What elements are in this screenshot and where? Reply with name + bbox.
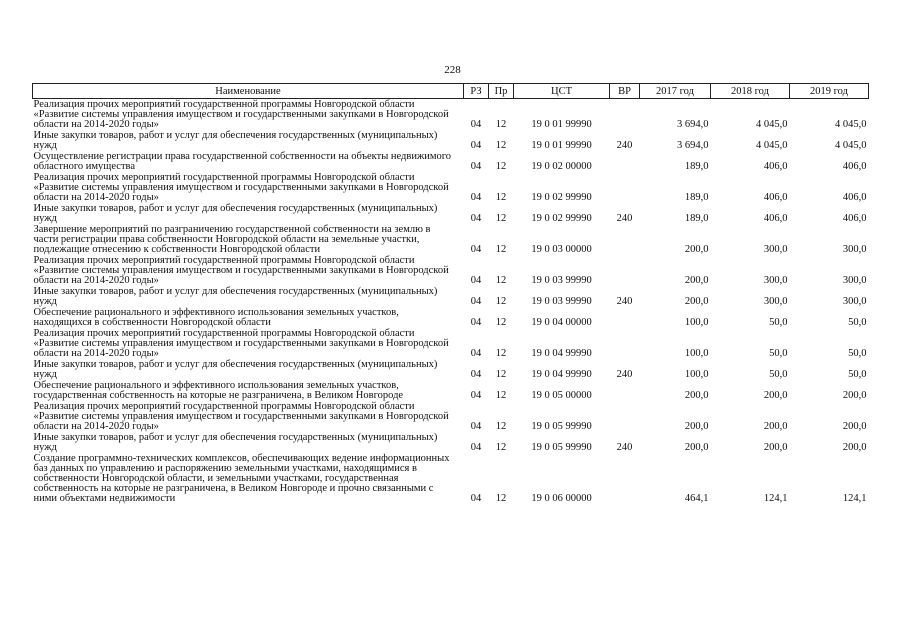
header-row (33, 84, 869, 99)
page-number: 228 (444, 64, 461, 76)
cell-2018: 50,0 (769, 369, 788, 380)
cell-2019: 4 045,0 (835, 119, 867, 130)
cell-cst: 19 0 05 99990 (531, 442, 592, 453)
cell-2019: 300,0 (842, 296, 867, 307)
cell-cst: 19 0 01 99990 (531, 140, 592, 151)
cell-name: Реализация прочих мероприятий государственной программы Новгородской области «Развитие системы управления имуществом и государственными закупками в Новгородской области на 2014-2020 годы» (33, 255, 449, 286)
cell-vr: 240 (616, 213, 633, 224)
cell-2019: 200,0 (842, 442, 867, 453)
cell-vr (610, 225, 640, 256)
table-row (33, 329, 869, 360)
cell-2017: 200,0 (684, 296, 709, 307)
cell-pr: 12 (495, 493, 507, 504)
table-body (33, 99, 869, 506)
cell-pr: 12 (495, 140, 507, 151)
cell-2017: 100,0 (684, 317, 709, 328)
cell-name: Реализация прочих мероприятий государственной программы Новгородской области «Развитие системы управления имуществом и государственными закупками в Новгородской области на 2014-2020 годы» (33, 99, 449, 130)
cell-pr: 12 (495, 348, 507, 359)
cell-name: Иные закупки товаров, работ и услуг для обеспечения государственных (муниципальных) нужд (33, 203, 438, 224)
cell-rz: 04 (470, 140, 482, 151)
table-row (33, 433, 869, 454)
cell-2018: 406,0 (763, 161, 788, 172)
cell-2018: 406,0 (763, 192, 788, 203)
cell-pr: 12 (495, 275, 507, 286)
cell-rz: 04 (470, 369, 482, 380)
cell-name: Иные закупки товаров, работ и услуг для обеспечения государственных (муниципальных) нужд (33, 432, 438, 453)
cell-rz: 04 (470, 317, 482, 328)
cell-vr (610, 381, 640, 402)
cell-name: Обеспечение рационального и эффективного использования земельных участков, находящихся в собственности Новгородской области (33, 307, 399, 328)
budget-table (32, 83, 869, 505)
cell-pr: 12 (495, 421, 507, 432)
table-row (33, 360, 869, 381)
cell-pr: 12 (495, 213, 507, 224)
header-cst: ЦСТ (514, 84, 610, 99)
cell-2017: 464,1 (684, 493, 709, 504)
cell-2019: 406,0 (842, 192, 867, 203)
table-row (33, 204, 869, 225)
table-row (33, 402, 869, 433)
cell-rz: 04 (470, 161, 482, 172)
cell-2018: 200,0 (763, 390, 788, 401)
header-rz: РЗ (464, 84, 489, 99)
header-pr: Пр (489, 84, 514, 99)
header-2017: 2017 год (640, 84, 711, 99)
cell-name: Обеспечение рационального и эффективного использования земельных участков, государственная собственность на которые не разграничена, в Великом Новгороде (33, 380, 404, 401)
cell-name: Иные закупки товаров, работ и услуг для обеспечения государственных (муниципальных) нужд (33, 130, 438, 151)
cell-cst: 19 0 03 99990 (531, 296, 592, 307)
cell-2018: 4 045,0 (756, 140, 788, 151)
cell-pr: 12 (495, 119, 507, 130)
cell-2018: 50,0 (769, 317, 788, 328)
cell-2018: 50,0 (769, 348, 788, 359)
cell-rz: 04 (470, 119, 482, 130)
cell-rz: 04 (470, 442, 482, 453)
cell-2018: 406,0 (763, 213, 788, 224)
cell-2017: 3 694,0 (677, 119, 709, 130)
cell-2019: 124,1 (842, 493, 867, 504)
cell-vr (610, 454, 640, 505)
cell-2017: 200,0 (684, 390, 709, 401)
cell-cst: 19 0 02 00000 (531, 161, 592, 172)
header-2019: 2019 год (790, 84, 869, 99)
cell-vr: 240 (616, 296, 633, 307)
cell-rz: 04 (470, 493, 482, 504)
cell-2017: 200,0 (684, 442, 709, 453)
cell-2018: 124,1 (763, 493, 788, 504)
cell-2019: 50,0 (848, 317, 867, 328)
table-row (33, 99, 869, 132)
header-name: Наименование (33, 84, 464, 99)
cell-vr: 240 (616, 369, 633, 380)
cell-rz: 04 (470, 296, 482, 307)
cell-cst: 19 0 04 99990 (531, 369, 592, 380)
cell-vr (610, 152, 640, 173)
cell-pr: 12 (495, 390, 507, 401)
cell-name: Реализация прочих мероприятий государственной программы Новгородской области «Развитие системы управления имуществом и государственными закупками в Новгородской области на 2014-2020 годы» (33, 172, 449, 203)
table-row (33, 308, 869, 329)
cell-2017: 189,0 (684, 161, 709, 172)
cell-pr: 12 (495, 244, 507, 255)
header-vr: ВР (610, 84, 640, 99)
cell-2019: 300,0 (842, 275, 867, 286)
cell-2017: 200,0 (684, 421, 709, 432)
cell-2019: 50,0 (848, 348, 867, 359)
cell-name: Реализация прочих мероприятий государственной программы Новгородской области «Развитие системы управления имуществом и государственными закупками в Новгородской области на 2014-2020 годы» (33, 328, 449, 359)
cell-vr: 240 (616, 140, 633, 151)
cell-pr: 12 (495, 369, 507, 380)
cell-name: Создание программно-технических комплексов, обеспечивающих ведение информационных баз данных по управлению и распоряжению земельными участками, находящимися в собственности Новгородской области, и земельными участками, государственная собственность на которые не разграничена, в Великом Новгороде и прочно связанными с ними объектами недвижимости (33, 453, 450, 504)
cell-rz: 04 (470, 390, 482, 401)
cell-vr (610, 99, 640, 132)
cell-2017: 200,0 (684, 244, 709, 255)
cell-cst: 19 0 01 99990 (531, 119, 592, 130)
table-row (33, 381, 869, 402)
cell-cst: 19 0 03 99990 (531, 275, 592, 286)
cell-vr (610, 173, 640, 204)
cell-2017: 100,0 (684, 348, 709, 359)
cell-rz: 04 (470, 348, 482, 359)
cell-pr: 12 (495, 317, 507, 328)
table-row (33, 287, 869, 308)
cell-rz: 04 (470, 421, 482, 432)
cell-cst: 19 0 02 99990 (531, 213, 592, 224)
cell-vr (610, 308, 640, 329)
cell-2019: 200,0 (842, 390, 867, 401)
cell-2019: 406,0 (842, 213, 867, 224)
cell-2017: 100,0 (684, 369, 709, 380)
cell-2017: 189,0 (684, 213, 709, 224)
cell-2017: 200,0 (684, 275, 709, 286)
cell-vr (610, 329, 640, 360)
cell-rz: 04 (470, 192, 482, 203)
cell-name: Реализация прочих мероприятий государственной программы Новгородской области «Развитие системы управления имуществом и государственными закупками в Новгородской области на 2014-2020 годы» (33, 401, 449, 432)
cell-cst: 19 0 06 00000 (531, 493, 592, 504)
header-2018: 2018 год (711, 84, 790, 99)
cell-cst: 19 0 05 99990 (531, 421, 592, 432)
table-row (33, 256, 869, 287)
cell-vr: 240 (616, 442, 633, 453)
cell-2018: 300,0 (763, 244, 788, 255)
cell-2019: 300,0 (842, 244, 867, 255)
cell-rz: 04 (470, 213, 482, 224)
cell-2017: 189,0 (684, 192, 709, 203)
cell-2019: 200,0 (842, 421, 867, 432)
cell-2018: 300,0 (763, 296, 788, 307)
cell-2019: 50,0 (848, 369, 867, 380)
table-row (33, 131, 869, 152)
cell-pr: 12 (495, 192, 507, 203)
cell-pr: 12 (495, 442, 507, 453)
cell-name: Завершение мероприятий по разграничению государственной собственности на землю в части регистрации права собственности Новгородской области на земельные участки, подлежащие отнесению к собственности Новгородской области (33, 224, 431, 255)
table-row (33, 454, 869, 505)
cell-vr (610, 402, 640, 433)
cell-cst: 19 0 04 99990 (531, 348, 592, 359)
cell-cst: 19 0 02 99990 (531, 192, 592, 203)
cell-2019: 406,0 (842, 161, 867, 172)
table-row (33, 152, 869, 173)
table-row (33, 225, 869, 256)
cell-name: Осуществление регистрации права государственной собственности на объекты недвижимого областного имущества (33, 151, 452, 172)
cell-2018: 200,0 (763, 421, 788, 432)
cell-2018: 200,0 (763, 442, 788, 453)
cell-2019: 4 045,0 (835, 140, 867, 151)
cell-2018: 300,0 (763, 275, 788, 286)
cell-vr (610, 256, 640, 287)
cell-pr: 12 (495, 296, 507, 307)
cell-cst: 19 0 03 00000 (531, 244, 592, 255)
table-row (33, 173, 869, 204)
cell-rz: 04 (470, 275, 482, 286)
cell-rz: 04 (470, 244, 482, 255)
cell-cst: 19 0 05 00000 (531, 390, 592, 401)
cell-name: Иные закупки товаров, работ и услуг для обеспечения государственных (муниципальных) нужд (33, 359, 438, 380)
cell-cst: 19 0 04 00000 (531, 317, 592, 328)
cell-name: Иные закупки товаров, работ и услуг для обеспечения государственных (муниципальных) нужд (33, 286, 438, 307)
cell-2018: 4 045,0 (756, 119, 788, 130)
cell-pr: 12 (495, 161, 507, 172)
cell-2017: 3 694,0 (677, 140, 709, 151)
